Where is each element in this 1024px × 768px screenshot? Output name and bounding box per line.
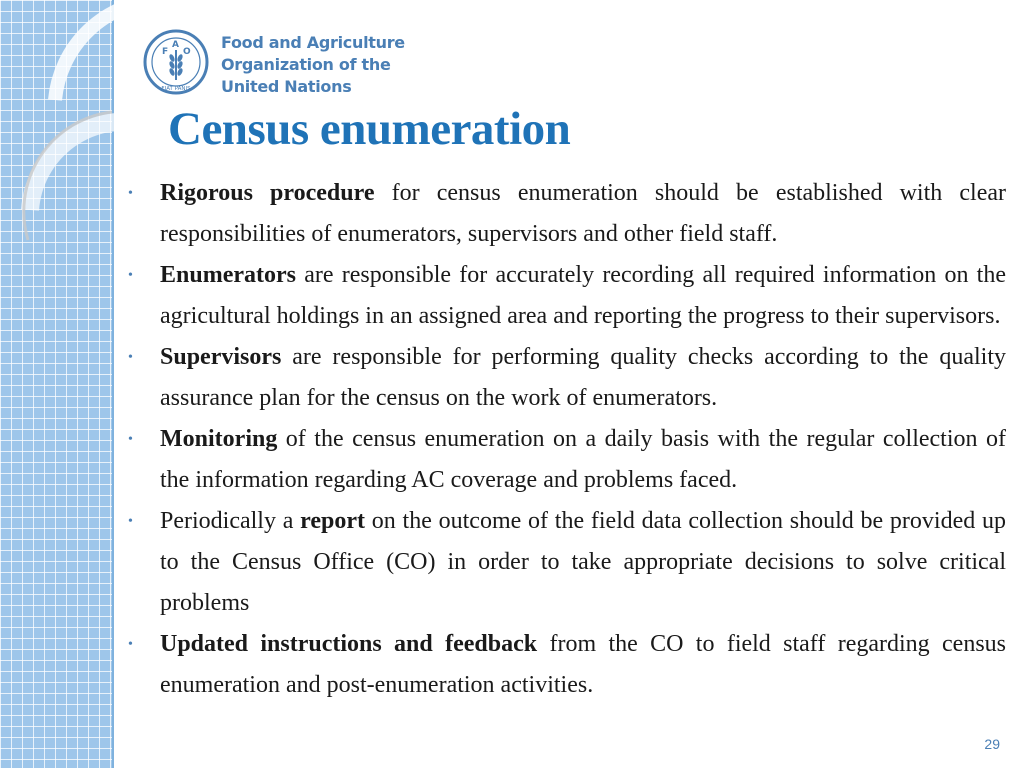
bullet-icon: • [128, 637, 133, 652]
bullet-icon: • [128, 432, 133, 447]
bullet-list [128, 173, 1006, 706]
bullet-item [128, 624, 1006, 706]
bullet-icon: • [128, 268, 133, 283]
bullet-text: on the outcome of the field data collection should be provided up to the Census Office (CO) in order to take appropriate decisions to solve critical problems [160, 508, 1007, 616]
bullet-bold-text: Rigorous procedure [160, 180, 375, 206]
bullet-bold-text: report [300, 508, 366, 534]
bullet-item [128, 419, 1006, 501]
fao-emblem-icon [142, 28, 210, 96]
emblem-letter-f: F [162, 47, 169, 57]
bullet-text: are responsible for performing quality checks according to the quality assurance plan for the census on the work of enumerators. [160, 344, 1006, 411]
bullet-bold-text: Enumerators [160, 262, 296, 288]
bullet-item [128, 173, 1006, 255]
fao-logo [142, 28, 405, 98]
bullet-bold-text: Monitoring [160, 426, 278, 452]
bullet-text: are responsible for accurately recording all required information on the agricultural holdings in an assigned area and reporting the progress to their supervisors. [160, 262, 1006, 329]
bullet-pre-text: Periodically a [160, 508, 301, 534]
emblem-letter-o: O [183, 47, 191, 57]
bullet-bold-text: Supervisors [160, 344, 282, 370]
bullet-text: for census enumeration should be established with clear responsibilities of enumerators, supervisors and other field staff. [160, 180, 1007, 247]
bullet-item [128, 255, 1006, 337]
org-name-line-1: Food and Agriculture [221, 33, 405, 52]
bullet-icon: • [128, 350, 133, 365]
bullet-icon: • [128, 514, 133, 529]
bullet-item [128, 337, 1006, 419]
emblem-motto: FIAT PANIS [161, 86, 191, 92]
bullet-bold-text: Updated instructions and feedback [160, 631, 538, 657]
bullet-icon: • [128, 186, 133, 201]
page-number: 29 [984, 736, 1000, 752]
org-name-line-2: Organization of the [221, 55, 391, 74]
bullet-text: from the CO to field staff regarding census enumeration and post-enumeration activities. [160, 631, 1006, 698]
bullet-item [128, 501, 1006, 624]
fao-org-name [221, 32, 405, 98]
bullet-text: of the census enumeration on a daily basis with the regular collection of the information regarding AC coverage and problems faced. [160, 426, 1006, 493]
slide-title: Census enumeration [168, 103, 571, 155]
emblem-letter-a: A [172, 40, 179, 50]
org-name-line-3: United Nations [221, 77, 352, 96]
